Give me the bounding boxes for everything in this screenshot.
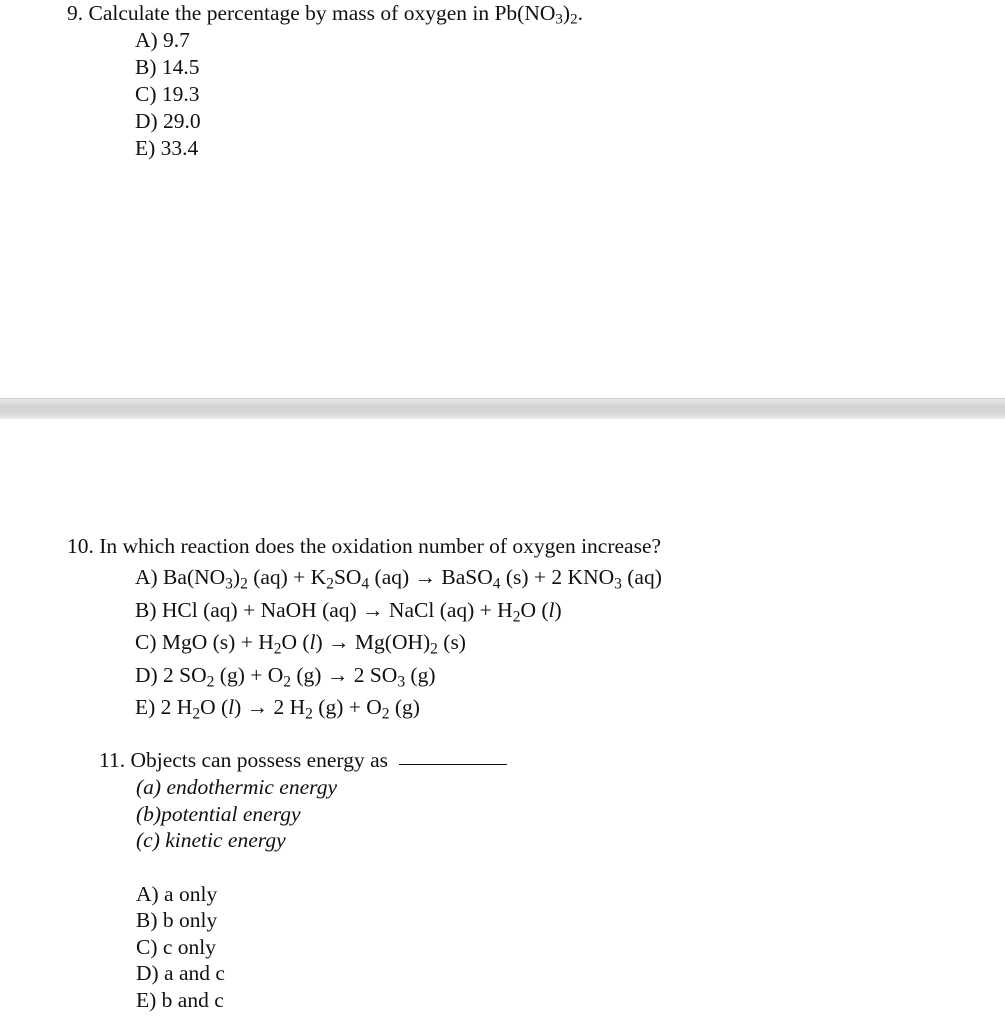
question-10-title xyxy=(67,531,662,561)
option-e: E) 33.4 xyxy=(135,136,199,160)
option-d: D) 2 $SO_2$ $(g) + O_2$ (g) → 2 $SO_3$ (g) xyxy=(135,662,436,690)
option-a: A) 9.7 xyxy=(135,28,190,52)
page-break-divider xyxy=(0,398,1005,420)
option-b: B) HCl (aq) + NaOH (aq) → NaCl $(aq) + H_2O$ (l) xyxy=(135,597,562,625)
question-9-options xyxy=(135,27,583,162)
option-c: C) MgO $(s) + H_2O$ $(l) \to Mg(OH)_2$ (s) xyxy=(135,630,466,658)
question-9-title xyxy=(67,0,583,27)
question-10 xyxy=(67,531,662,724)
option-a: A) a only xyxy=(136,881,218,906)
option-a: A) $Ba(NO_3)_2$ $(aq) + K_2SO_4$ (aq) → BaSO$_4$ (s) + 2 $KNO_3$ (aq) xyxy=(135,565,662,593)
question-11-title xyxy=(99,747,507,774)
option-e: E) 2 $H_2O$ (l) → 2 $H_2$ $(g) + O_2$ (g) xyxy=(135,695,420,723)
question-11-options xyxy=(136,881,507,1014)
question-11-subitems xyxy=(136,774,507,854)
option-d: D) 29.0 xyxy=(135,109,201,133)
option-b: B) b only xyxy=(136,908,218,932)
option-c: C) c only xyxy=(136,934,217,959)
option-e: E) b and c xyxy=(136,987,224,1012)
option-c: C) 19.3 xyxy=(135,82,200,106)
subitem-a: (a) endothermic energy xyxy=(136,775,337,799)
answer-blank-line xyxy=(399,764,507,765)
question-10-text: In which reaction does the oxidation number of oxygen increase? xyxy=(99,534,662,558)
subitem-c: (c) kinetic energy xyxy=(136,828,286,852)
subitem-b: (b)potential energy xyxy=(136,801,301,826)
question-9 xyxy=(67,0,583,162)
question-11 xyxy=(99,747,507,1013)
question-9-number: 9. xyxy=(67,1,84,25)
option-d: D) a and c xyxy=(136,961,225,985)
question-11-text: Objects can possess energy as xyxy=(130,748,388,772)
question-9-text: Calculate the percentage by mass of oxygen in $Pb(NO_3)_2$. xyxy=(88,1,583,28)
question-10-number: 10. xyxy=(67,534,94,558)
option-b: B) 14.5 xyxy=(135,55,200,79)
question-10-options xyxy=(135,561,662,724)
question-11-number: 11. xyxy=(99,748,126,772)
